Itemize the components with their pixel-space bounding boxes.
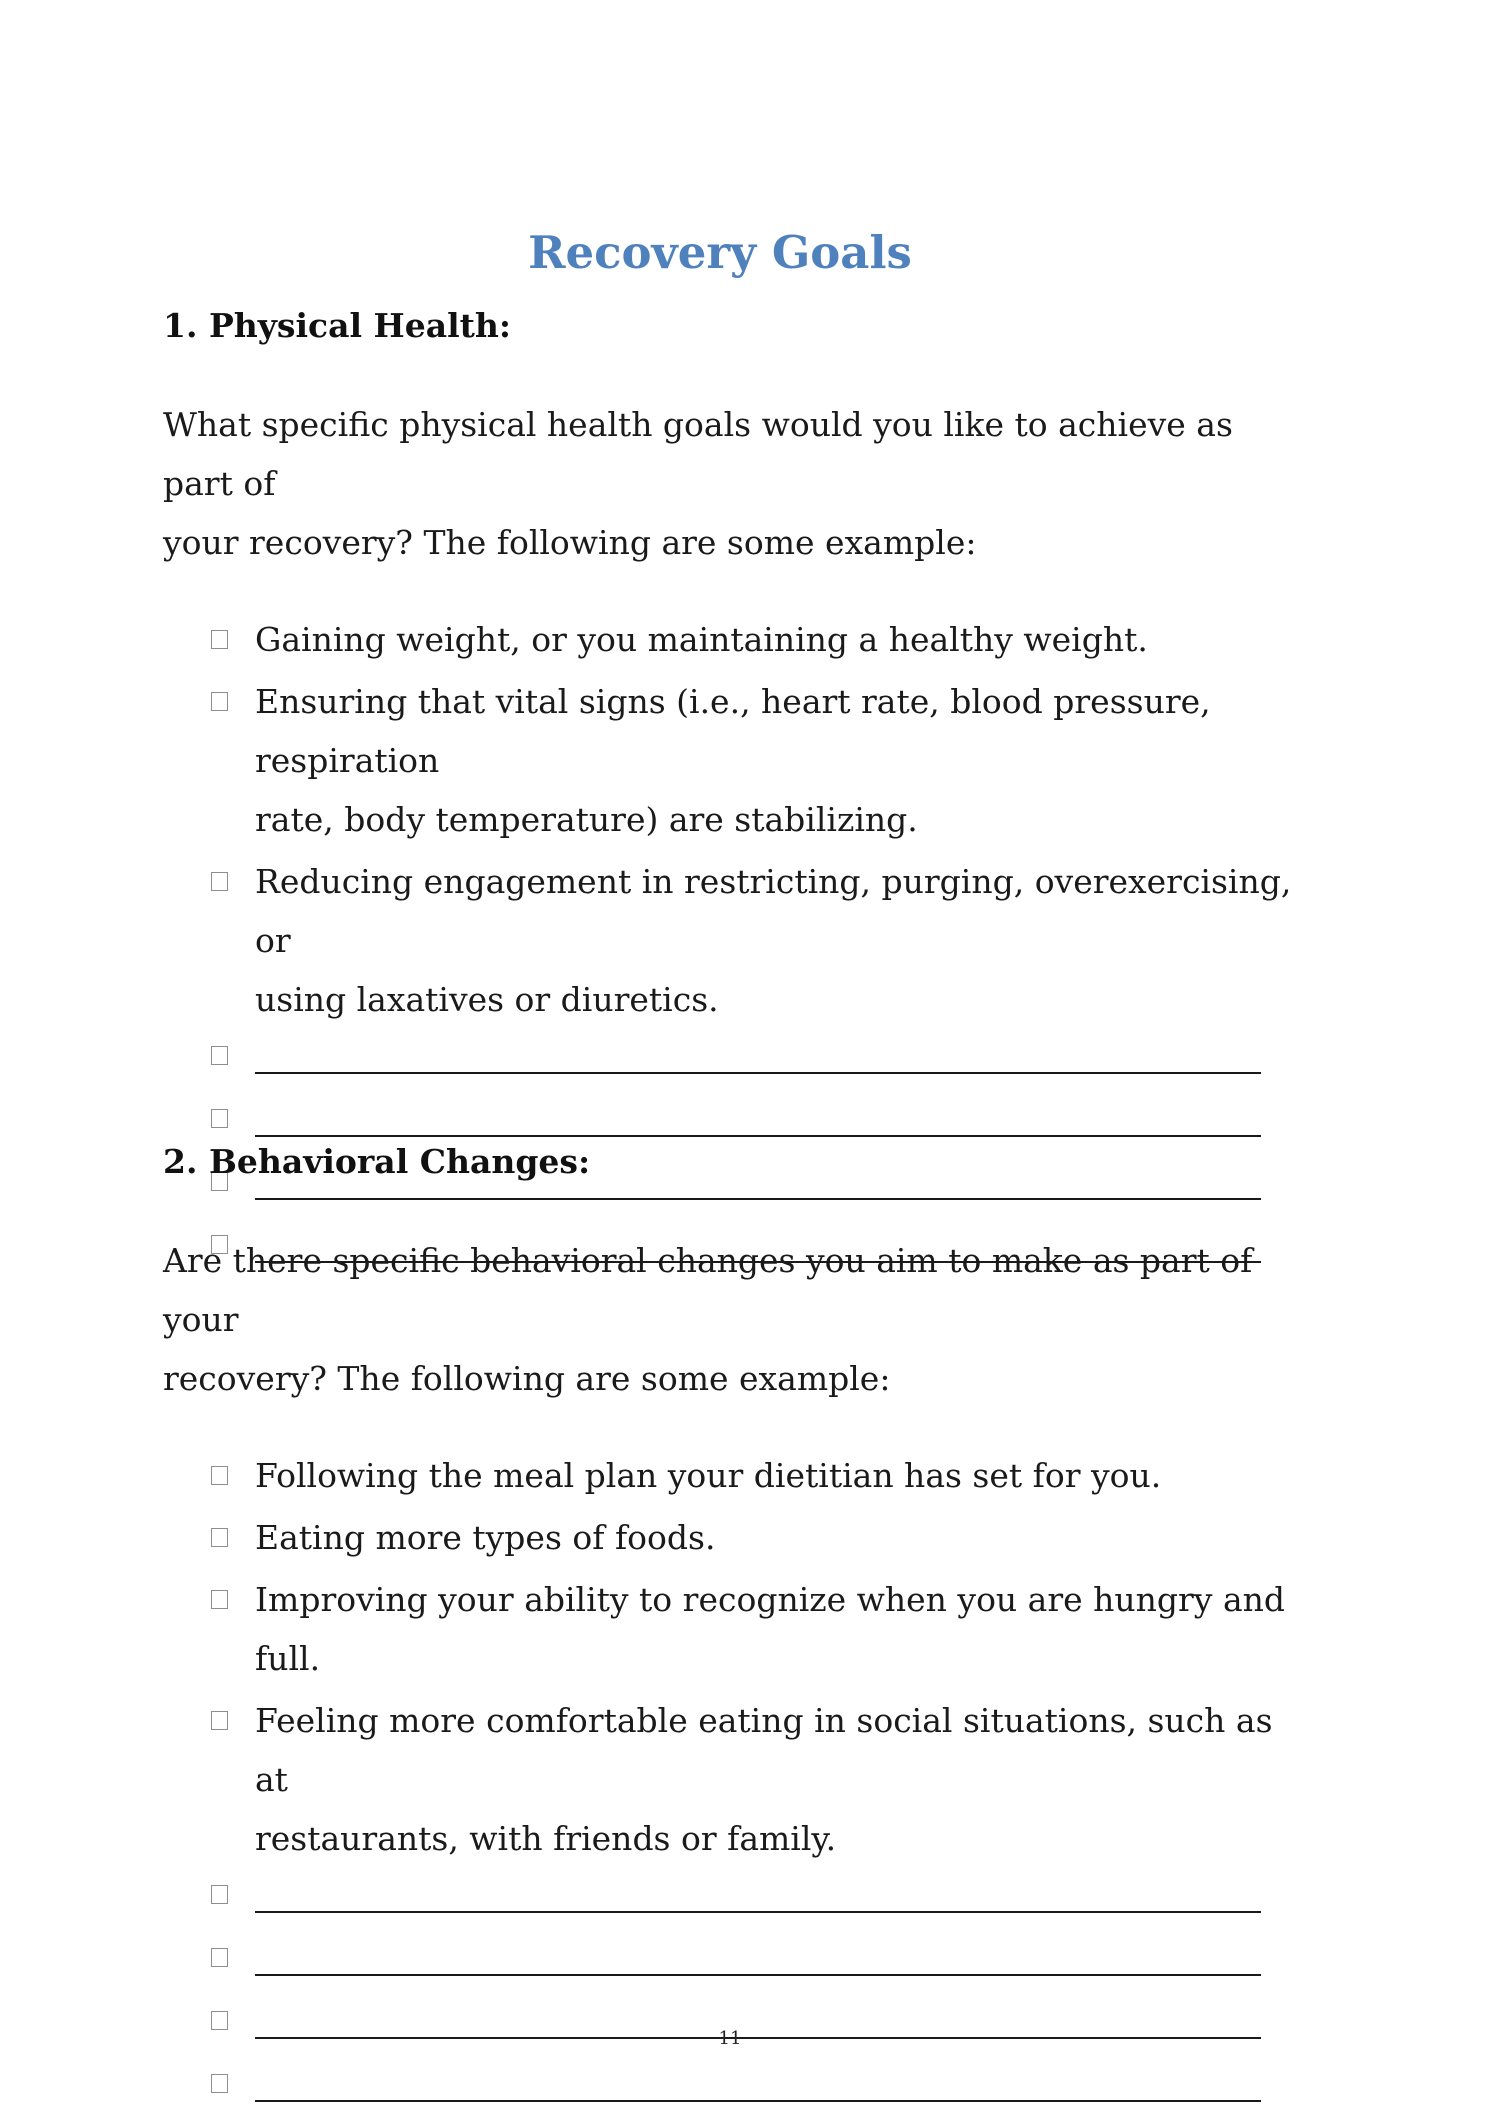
- blank-checklist-item: [163, 1871, 1293, 1931]
- section-intro: [163, 395, 1293, 572]
- checklist-item: [163, 672, 1293, 849]
- checklist-item-text: using laxatives or diuretics.: [255, 980, 719, 1019]
- write-in-line[interactable]: [255, 1135, 1261, 1137]
- checkbox-icon[interactable]: [211, 692, 228, 711]
- checklist-item: [163, 1570, 1293, 1688]
- checklist-item: [163, 1508, 1293, 1567]
- checkbox-icon[interactable]: [211, 1885, 228, 1904]
- page-title: Recovery Goals: [528, 226, 912, 280]
- section-physical-health: [163, 306, 1293, 1284]
- write-in-line[interactable]: [255, 1911, 1261, 1913]
- checkbox-icon[interactable]: [211, 1109, 228, 1128]
- intro-line: Are there specific behavioral changes you aim to make as part of your: [163, 1241, 1253, 1339]
- checkbox-icon[interactable]: [211, 1466, 228, 1485]
- checklist-item-text: Following the meal plan your dietitian has set for you.: [255, 1456, 1162, 1495]
- intro-line: recovery? The following are some example:: [163, 1359, 891, 1398]
- section-behavioral-changes: [163, 1142, 1293, 2123]
- section-intro: [163, 1231, 1293, 1408]
- write-in-line[interactable]: [255, 1974, 1261, 1976]
- checklist-item: [163, 610, 1293, 669]
- checkbox-icon[interactable]: [211, 1046, 228, 1065]
- blank-checklist-item: [163, 1934, 1293, 1994]
- checklist-item-text: Reducing engagement in restricting, purging, overexercising, or: [255, 862, 1292, 960]
- blank-checklist-item: [163, 2060, 1293, 2120]
- write-in-line[interactable]: [255, 2100, 1261, 2102]
- checklist-item: [163, 852, 1293, 1029]
- checkbox-icon[interactable]: [211, 1528, 228, 1547]
- checklist-item-text: Eating more types of foods.: [255, 1518, 716, 1557]
- checklist-item-text: Ensuring that vital signs (i.e., heart rate, blood pressure, respiration: [255, 682, 1211, 780]
- page-number: 11: [718, 2028, 742, 2049]
- checklist-item: [163, 1446, 1293, 1505]
- checkbox-icon[interactable]: [211, 630, 228, 649]
- checkbox-icon[interactable]: [211, 1948, 228, 1967]
- section-heading: 1. Physical Health:: [163, 306, 512, 345]
- checkbox-icon[interactable]: [211, 1711, 228, 1730]
- intro-line: your recovery? The following are some example:: [163, 523, 977, 562]
- checklist-item-text: Gaining weight, or you maintaining a healthy weight.: [255, 620, 1148, 659]
- checkbox-icon[interactable]: [211, 2074, 228, 2093]
- intro-line: What specific physical health goals would you like to achieve as part of: [163, 405, 1233, 503]
- checklist-item: [163, 1691, 1293, 1868]
- checklist-item-text: Improving your ability to recognize when you are hungry and full.: [255, 1580, 1285, 1678]
- blank-checklist-item: [163, 1032, 1293, 1092]
- write-in-line[interactable]: [255, 1072, 1261, 1074]
- checklist-item-text: Feeling more comfortable eating in social situations, such as at: [255, 1701, 1273, 1799]
- checkbox-icon[interactable]: [211, 872, 228, 891]
- section-heading: 2. Behavioral Changes:: [163, 1142, 591, 1181]
- checklist-item-text: rate, body temperature) are stabilizing.: [255, 800, 918, 839]
- checklist: [163, 1446, 1293, 2120]
- checklist-item-text: restaurants, with friends or family.: [255, 1819, 837, 1858]
- checkbox-icon[interactable]: [211, 1590, 228, 1609]
